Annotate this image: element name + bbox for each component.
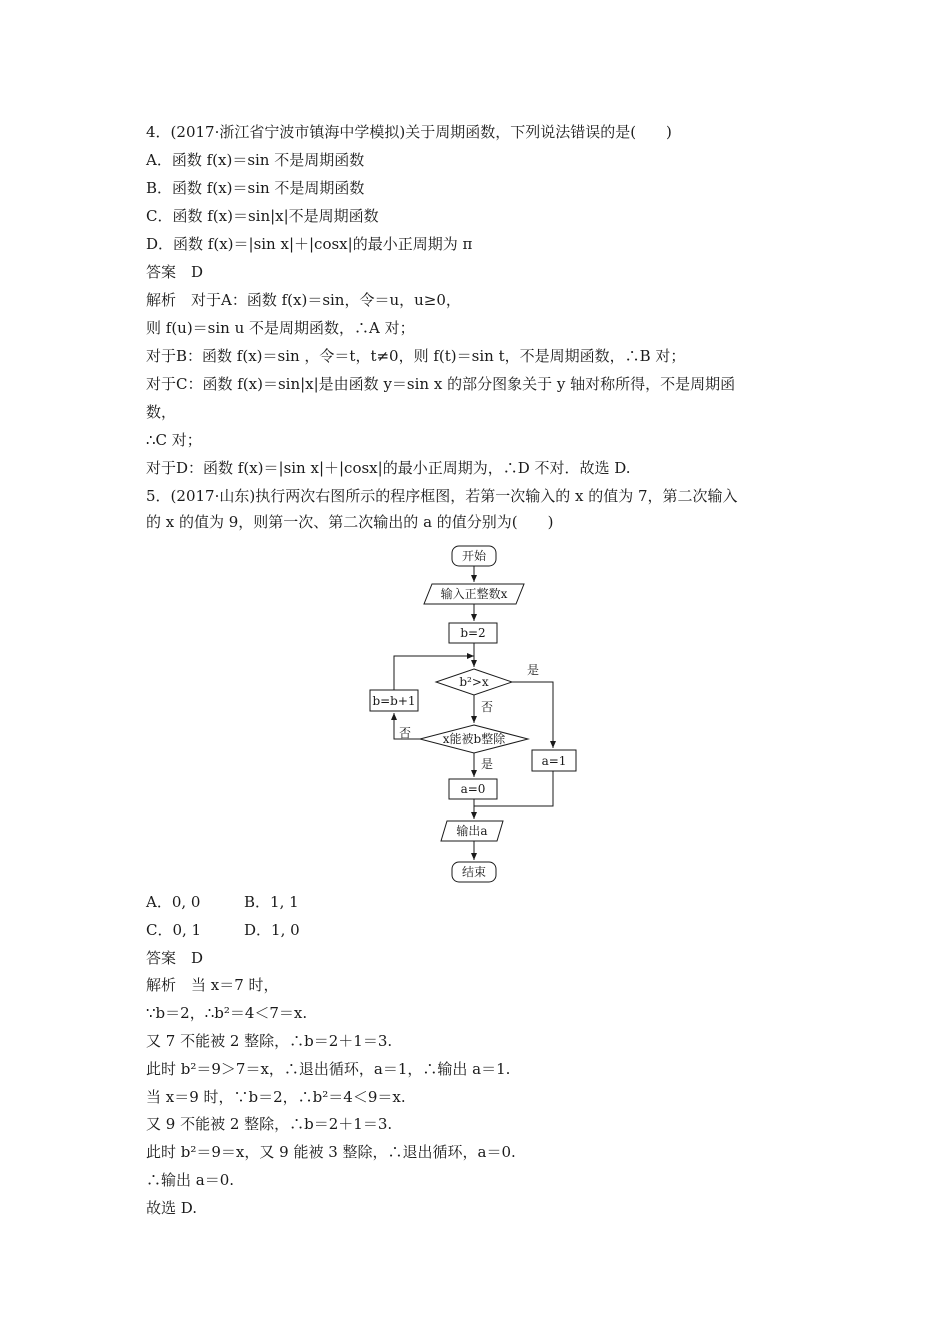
q4-option-b: B．函数 f(x)＝sin 不是周期函数 — [146, 179, 365, 197]
q4-stem: 4．(2017·浙江省宁波市镇海中学模拟)关于周期函数，下列说法错误的是( ) — [146, 123, 672, 141]
flowchart-inc-label: b=b+1 — [372, 694, 416, 708]
q5-analysis-line: 此时 b²＝9＞7＝x，∴退出循环，a＝1，∴输出 a＝1. — [146, 1060, 511, 1078]
q5-analysis-line: 故选 D. — [146, 1199, 198, 1217]
q5-stem-line: 5．(2017·山东)执行两次右图所示的程序框图，若第一次输入的 x 的值为 7，第二次输入 — [146, 487, 738, 505]
flowchart-cond2-label: x能被b整除 — [442, 732, 506, 746]
q4-answer: 答案 D — [146, 263, 204, 281]
q5-analysis-line: 又 9 不能被 2 整除，∴b＝2＋1＝3. — [146, 1115, 393, 1133]
q4-analysis-line: 数， — [146, 403, 177, 421]
flowchart-cond1-label: b²>x — [459, 675, 489, 689]
q5-answer: 答案 D — [146, 949, 204, 967]
q4-analysis-line: ∴C 对； — [146, 431, 202, 449]
q4-analysis-line: 对于D：函数 f(x)＝|sin x|＋|cosx|的最小正周期为，∴D 不对．故选 D. — [146, 459, 631, 477]
flowchart-a0-label: a=0 — [460, 782, 486, 796]
q4-analysis-line: 解析 对于A：函数 f(x)＝sin，令＝u，u≥0， — [146, 291, 461, 309]
q4-analysis-line: 对于C：函数 f(x)＝sin|x|是由函数 y＝sin x 的部分图象关于 y 轴对称所得，不是周期函 — [146, 375, 736, 393]
q5-stem-line: 的 x 的值为 9，则第一次、第二次输出的 a 的值分别为( ) — [146, 513, 554, 531]
flowchart-yes1-label: 是 — [527, 663, 540, 677]
flowchart-output-label: 输出a — [456, 824, 488, 838]
q5-analysis-line: ∵b＝2，∴b²＝4＜7＝x. — [146, 1004, 308, 1022]
q5-option-a: A．0, 0 — [146, 893, 201, 911]
q5-option-c: C．0, 1 — [146, 921, 202, 939]
q4-option-d: D．函数 f(x)＝|sin x|＋|cosx|的最小正周期为 π — [146, 235, 473, 253]
flowchart-input-label: 输入正整数x — [440, 587, 508, 601]
q4-analysis-line: 则 f(u)＝sin u 不是周期函数，∴A 对； — [146, 319, 415, 337]
q5-option-d: D．1, 0 — [244, 921, 300, 939]
flowchart-start-label: 开始 — [461, 549, 487, 563]
q5-analysis-line: 此时 b²＝9＝x，又 9 能被 3 整除，∴退出循环，a＝0. — [146, 1143, 516, 1161]
flowchart-no1-label: 否 — [481, 700, 494, 714]
flowchart-end-label: 结束 — [461, 865, 487, 879]
q4-analysis-line: 对于B：函数 f(x)＝sin ，令＝t，t≠0，则 f(t)＝sin t，不是周期函数，∴B 对； — [146, 347, 686, 365]
flowchart-no2-label: 否 — [399, 726, 412, 740]
q4-option-a: A．函数 f(x)＝sin 不是周期函数 — [146, 151, 365, 169]
q5-analysis-line: ∴输出 a＝0. — [146, 1171, 235, 1189]
q5-analysis-line: 解析 当 x＝7 时， — [146, 976, 279, 994]
flowchart-init-label: b=2 — [460, 626, 486, 640]
q4-option-c: C．函数 f(x)＝sin|x|不是周期函数 — [146, 207, 379, 225]
flowchart-a1-label: a=1 — [541, 754, 567, 768]
q5-analysis-line: 当 x＝9 时，∵b＝2，∴b²＝4＜9＝x. — [146, 1088, 406, 1106]
q5-option-b: B．1, 1 — [244, 893, 299, 911]
flowchart-yes2-label: 是 — [481, 757, 494, 771]
q5-analysis-line: 又 7 不能被 2 整除，∴b＝2＋1＝3. — [146, 1032, 393, 1050]
